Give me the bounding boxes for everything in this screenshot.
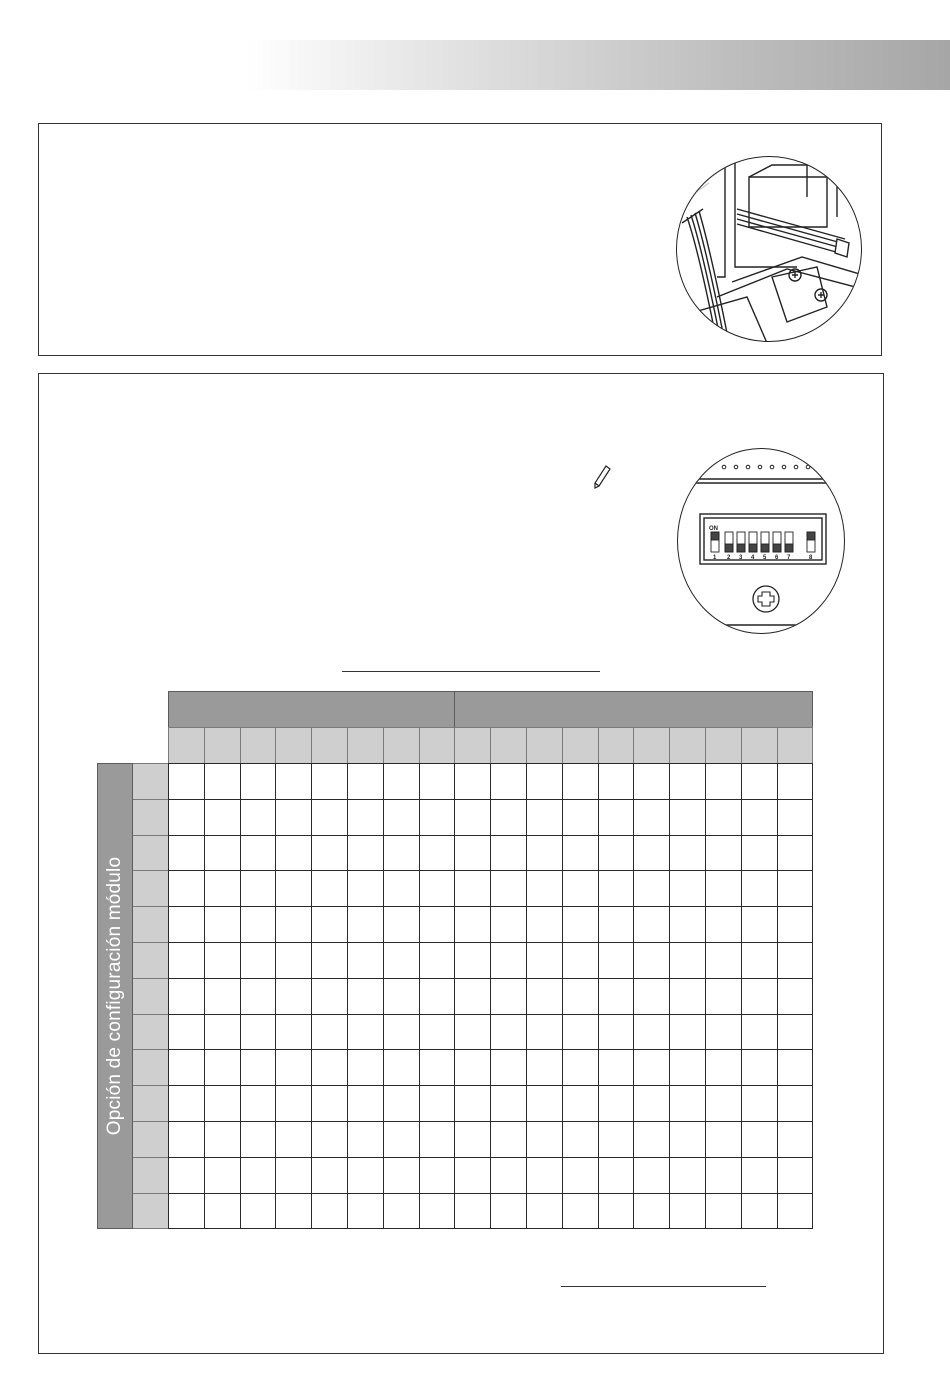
table-cell (741, 1014, 778, 1051)
table-cell (454, 942, 491, 979)
table-cell (419, 978, 456, 1015)
table-cell (454, 1049, 491, 1086)
row-header (132, 1049, 169, 1086)
table-cell (777, 1193, 814, 1230)
column-header (669, 727, 706, 764)
row-header (132, 1085, 169, 1122)
table-cell (705, 1157, 742, 1194)
table-cell (562, 835, 599, 872)
table-cell (240, 906, 277, 943)
table-cell (633, 1085, 670, 1122)
row-header (132, 870, 169, 907)
table-cell (598, 870, 635, 907)
table-cell (240, 1049, 277, 1086)
table-cell (454, 799, 491, 836)
table-cell (526, 870, 563, 907)
table-cell (562, 1049, 599, 1086)
table-cell (275, 799, 312, 836)
table-cell (383, 1085, 420, 1122)
table-cell (777, 942, 814, 979)
table-cell (705, 1049, 742, 1086)
table-cell (168, 763, 205, 800)
table-cell (311, 1085, 348, 1122)
table-cell (275, 1014, 312, 1051)
table-cell (777, 1049, 814, 1086)
table-cell (705, 1085, 742, 1122)
table-cell (347, 906, 384, 943)
table-cell (562, 942, 599, 979)
table-cell (275, 1085, 312, 1122)
table-cell (240, 835, 277, 872)
table-cell (347, 763, 384, 800)
column-header (347, 727, 384, 764)
table-cell (598, 835, 635, 872)
table-cell (419, 870, 456, 907)
table-cell (240, 870, 277, 907)
table-cell (526, 1049, 563, 1086)
table-cell (419, 1014, 456, 1051)
table-cell (490, 1193, 527, 1230)
table-cell (490, 978, 527, 1015)
table-cell (168, 1014, 205, 1051)
table-cell (562, 1014, 599, 1051)
table-cell (454, 1014, 491, 1051)
table-cell (168, 799, 205, 836)
table-cell (419, 906, 456, 943)
table-cell (633, 763, 670, 800)
table-cell (705, 1014, 742, 1051)
table-cell (240, 799, 277, 836)
table-cell (598, 942, 635, 979)
table-cell (741, 1121, 778, 1158)
table-cell (454, 1157, 491, 1194)
table-cell (454, 906, 491, 943)
table-cell (633, 1049, 670, 1086)
table-cell (204, 906, 241, 943)
table-cell (741, 1193, 778, 1230)
table-cell (490, 799, 527, 836)
table-cell (383, 1049, 420, 1086)
table-cell (383, 906, 420, 943)
column-header (741, 727, 778, 764)
table-cell (383, 799, 420, 836)
table-cell (526, 1193, 563, 1230)
table-cell (311, 763, 348, 800)
table-cell (454, 978, 491, 1015)
table-cell (275, 1049, 312, 1086)
table-cell (347, 1193, 384, 1230)
table-cell (526, 799, 563, 836)
table-cell (669, 1157, 706, 1194)
table-cell (598, 978, 635, 1015)
table-cell (240, 763, 277, 800)
table-cell (275, 906, 312, 943)
table-cell (347, 1049, 384, 1086)
column-header (598, 727, 635, 764)
table-cell (454, 1085, 491, 1122)
table-cell (633, 1121, 670, 1158)
footer-underline (561, 1286, 766, 1287)
table-cell (311, 1157, 348, 1194)
table-cell (454, 763, 491, 800)
table-cell (240, 1193, 277, 1230)
table-cell (633, 942, 670, 979)
table-cell (490, 1157, 527, 1194)
table-cell (633, 1193, 670, 1230)
table-cell (204, 1193, 241, 1230)
table-cell (633, 835, 670, 872)
table-cell (419, 835, 456, 872)
table-cell (383, 942, 420, 979)
table-cell (633, 799, 670, 836)
table-cell (419, 799, 456, 836)
table-cell (168, 1193, 205, 1230)
table-cell (598, 1014, 635, 1051)
table-cell (311, 870, 348, 907)
table-cell (669, 870, 706, 907)
table-cell (777, 835, 814, 872)
connector-illustration (676, 156, 862, 342)
row-header (132, 906, 169, 943)
table-cell (741, 799, 778, 836)
table-cell (598, 1085, 635, 1122)
table-cell (419, 1085, 456, 1122)
table-cell (347, 1157, 384, 1194)
table-cell (168, 1085, 205, 1122)
table-cell (204, 1049, 241, 1086)
table-cell (598, 799, 635, 836)
row-header (132, 835, 169, 872)
table-cell (562, 799, 599, 836)
table-cell (347, 1121, 384, 1158)
table-cell (275, 942, 312, 979)
table-cell (562, 870, 599, 907)
table-cell (705, 978, 742, 1015)
table-cell (526, 942, 563, 979)
table-cell (562, 906, 599, 943)
table-cell (454, 835, 491, 872)
table-cell (454, 1121, 491, 1158)
table-cell (741, 763, 778, 800)
dip-number: 4 (751, 555, 755, 561)
dip-number: 1 (713, 555, 717, 561)
table-cell (741, 1085, 778, 1122)
table-cell (347, 870, 384, 907)
table-cell (204, 870, 241, 907)
table-cell (168, 1049, 205, 1086)
table-cell (275, 978, 312, 1015)
table-cell (562, 978, 599, 1015)
table-cell (526, 978, 563, 1015)
table-cell (311, 835, 348, 872)
table-cell (526, 1014, 563, 1051)
column-group-header (454, 691, 813, 728)
dip-number: 5 (763, 555, 767, 561)
table-cell (311, 799, 348, 836)
table-cell (777, 1157, 814, 1194)
table-cell (275, 835, 312, 872)
table-cell (598, 1157, 635, 1194)
table-cell (311, 1049, 348, 1086)
table-cell (204, 799, 241, 836)
table-cell (705, 906, 742, 943)
row-header (132, 978, 169, 1015)
configuration-panel (38, 373, 884, 1354)
table-cell (669, 906, 706, 943)
table-cell (490, 1121, 527, 1158)
table-cell (275, 1121, 312, 1158)
table-cell (168, 870, 205, 907)
table-cell (598, 1121, 635, 1158)
table-cell (490, 835, 527, 872)
table-cell (204, 1121, 241, 1158)
table-cell (777, 870, 814, 907)
screw-icon (753, 586, 779, 612)
table-cell (168, 942, 205, 979)
dip-switch-illustration (677, 448, 845, 634)
table-cell (777, 799, 814, 836)
table-cell (669, 1193, 706, 1230)
table-cell (419, 942, 456, 979)
table-cell (633, 978, 670, 1015)
table-cell (383, 1157, 420, 1194)
table-cell (705, 1121, 742, 1158)
column-header (490, 727, 527, 764)
table-cell (741, 1049, 778, 1086)
table-cell (204, 942, 241, 979)
table-cell (383, 978, 420, 1015)
table-cell (275, 1193, 312, 1230)
dip-number: 6 (775, 555, 779, 561)
table-cell (204, 1085, 241, 1122)
table-cell (454, 1193, 491, 1230)
table-cell (562, 1193, 599, 1230)
column-group-header (168, 691, 455, 728)
table-cell (526, 1085, 563, 1122)
row-group-label (97, 763, 133, 1229)
table-cell (168, 906, 205, 943)
table-cell (454, 870, 491, 907)
column-header (168, 727, 205, 764)
table-cell (490, 1014, 527, 1051)
table-cell (311, 906, 348, 943)
table-cell (240, 978, 277, 1015)
pencil-icon (592, 464, 612, 490)
table-cell (598, 906, 635, 943)
table-cell (741, 1157, 778, 1194)
row-header (132, 1193, 169, 1230)
table-cell (240, 1121, 277, 1158)
table-cell (705, 942, 742, 979)
column-header (526, 727, 563, 764)
column-header (204, 727, 241, 764)
row-header (132, 1157, 169, 1194)
table-cell (168, 835, 205, 872)
table-cell (311, 1014, 348, 1051)
table-cell (383, 870, 420, 907)
row-header (132, 1121, 169, 1158)
table-cell (240, 942, 277, 979)
table-cell (526, 1157, 563, 1194)
table-cell (383, 1121, 420, 1158)
table-cell (669, 1049, 706, 1086)
table-cell (419, 763, 456, 800)
table-cell (490, 763, 527, 800)
row-header (132, 942, 169, 979)
column-header (275, 727, 312, 764)
table-cell (204, 835, 241, 872)
table-cell (741, 835, 778, 872)
table-cell (419, 1121, 456, 1158)
column-header (705, 727, 742, 764)
table-cell (275, 1157, 312, 1194)
table-cell (490, 906, 527, 943)
table-cell (490, 870, 527, 907)
table-cell (562, 763, 599, 800)
table-cell (777, 1085, 814, 1122)
table-cell (526, 835, 563, 872)
table-cell (383, 1193, 420, 1230)
configuration-table (97, 691, 815, 1229)
table-cell (741, 978, 778, 1015)
table-cell (526, 763, 563, 800)
table-cell (240, 1157, 277, 1194)
connection-panel (38, 123, 882, 356)
table-cell (311, 1193, 348, 1230)
table-cell (705, 835, 742, 872)
row-header (132, 799, 169, 836)
table-cell (383, 763, 420, 800)
header-band (245, 40, 950, 90)
table-cell (669, 1085, 706, 1122)
table-cell (777, 906, 814, 943)
table-cell (168, 1121, 205, 1158)
table-cell (168, 1157, 205, 1194)
table-cell (705, 799, 742, 836)
table-cell (598, 1193, 635, 1230)
row-header (132, 1014, 169, 1051)
table-cell (347, 942, 384, 979)
dip-number: 8 (809, 555, 813, 561)
table-cell (204, 1157, 241, 1194)
column-header (562, 727, 599, 764)
column-header (633, 727, 670, 764)
column-header (419, 727, 456, 764)
table-cell (347, 1014, 384, 1051)
link-underline (342, 671, 600, 672)
table-cell (777, 1121, 814, 1158)
table-cell (633, 1014, 670, 1051)
column-header (240, 727, 277, 764)
column-header (777, 727, 814, 764)
table-cell (669, 799, 706, 836)
table-cell (347, 978, 384, 1015)
table-cell (741, 870, 778, 907)
table-cell (669, 1014, 706, 1051)
table-cell (419, 1193, 456, 1230)
dip-number: 3 (739, 555, 743, 561)
row-group-label-text: Opción de configuración módulo (104, 856, 125, 1136)
table-cell (311, 942, 348, 979)
table-cell (275, 870, 312, 907)
column-header (454, 727, 491, 764)
table-cell (383, 835, 420, 872)
table-cell (777, 763, 814, 800)
table-cell (562, 1121, 599, 1158)
table-cell (705, 870, 742, 907)
table-cell (562, 1157, 599, 1194)
dip-number: 7 (787, 555, 791, 561)
table-cell (526, 1121, 563, 1158)
table-cell (204, 763, 241, 800)
table-cell (777, 1014, 814, 1051)
dip-on-label: ON (709, 526, 718, 532)
table-cell (419, 1157, 456, 1194)
table-cell (598, 763, 635, 800)
table-cell (741, 906, 778, 943)
table-cell (419, 1049, 456, 1086)
table-cell (240, 1085, 277, 1122)
table-cell (311, 1121, 348, 1158)
table-cell (490, 942, 527, 979)
table-cell (204, 1014, 241, 1051)
table-cell (777, 978, 814, 1015)
table-cell (204, 978, 241, 1015)
table-cell (705, 763, 742, 800)
table-cell (598, 1049, 635, 1086)
table-cell (669, 835, 706, 872)
table-cell (347, 1085, 384, 1122)
column-header (311, 727, 348, 764)
table-cell (168, 978, 205, 1015)
table-cell (311, 978, 348, 1015)
table-cell (669, 978, 706, 1015)
table-cell (490, 1049, 527, 1086)
column-header (383, 727, 420, 764)
table-cell (669, 942, 706, 979)
table-cell (562, 1085, 599, 1122)
table-cell (669, 763, 706, 800)
table-cell (347, 835, 384, 872)
table-cell (633, 870, 670, 907)
table-cell (633, 1157, 670, 1194)
table-cell (275, 763, 312, 800)
row-header (132, 763, 169, 800)
table-cell (526, 906, 563, 943)
table-cell (669, 1121, 706, 1158)
table-cell (347, 799, 384, 836)
dip-number: 2 (727, 555, 731, 561)
table-cell (383, 1014, 420, 1051)
table-cell (633, 906, 670, 943)
table-cell (741, 942, 778, 979)
table-cell (490, 1085, 527, 1122)
table-cell (240, 1014, 277, 1051)
table-cell (705, 1193, 742, 1230)
